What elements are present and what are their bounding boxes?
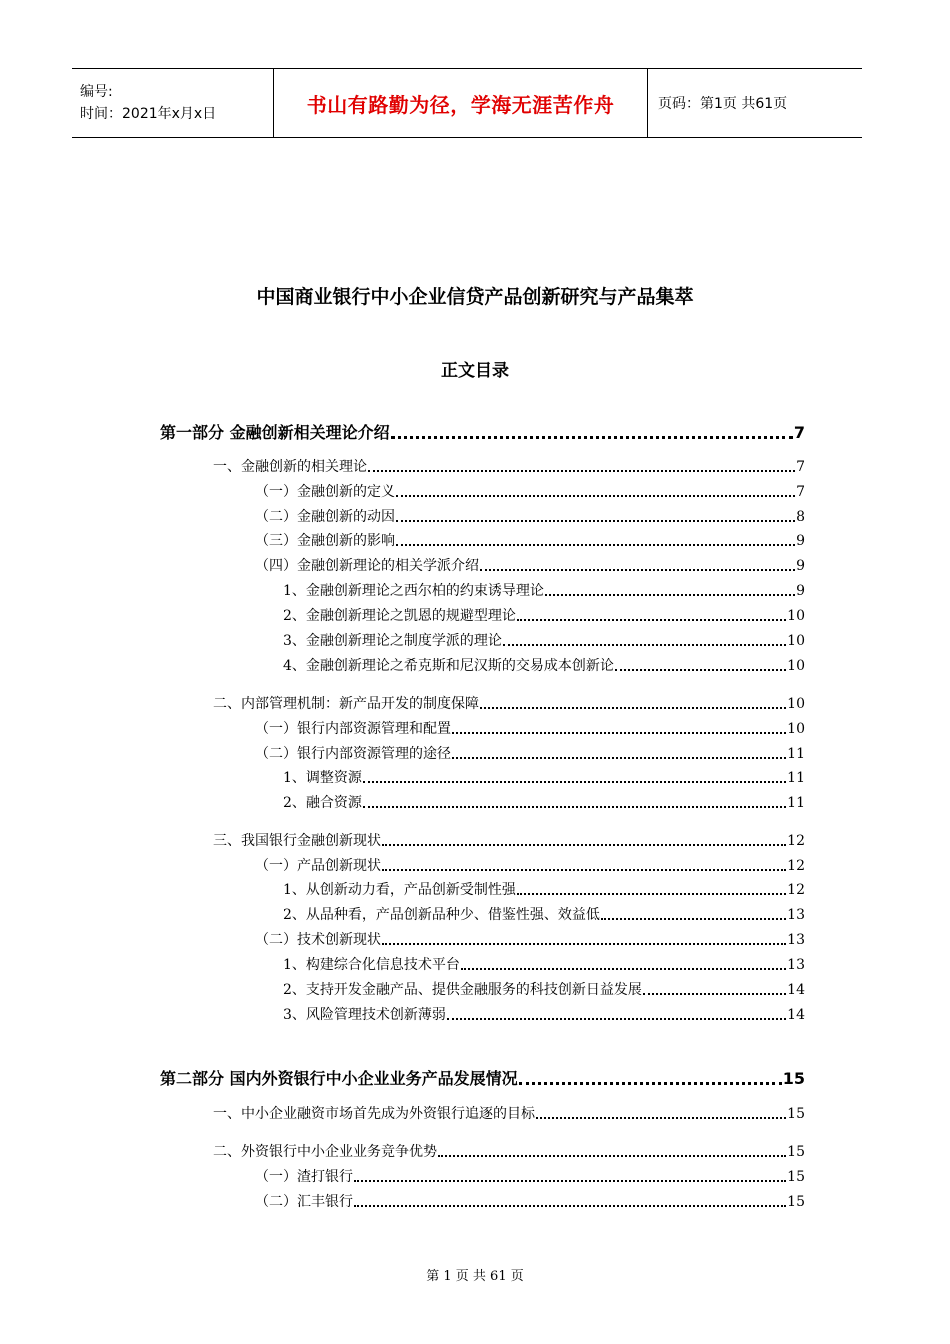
toc-entry-text: （一）银行内部资源管理和配置 — [255, 721, 451, 737]
toc-entry[interactable] — [283, 954, 805, 974]
toc-entry-page: 11 — [787, 770, 805, 786]
toc-entry-text: 二、内部管理机制：新产品开发的制度保障 — [213, 696, 479, 712]
toc-entry-text: 第一部分 金融创新相关理论介绍 — [160, 423, 390, 442]
toc-entry-text: 第二部分 国内外资银行中小企业业务产品发展情况 — [160, 1069, 518, 1088]
toc-entry[interactable] — [283, 580, 805, 600]
page-header — [72, 68, 862, 138]
dot-leader — [545, 594, 795, 596]
toc-entry-page: 13 — [787, 957, 805, 973]
toc-entry-page: 14 — [787, 1007, 805, 1023]
dot-leader — [517, 893, 786, 895]
toc-entry[interactable] — [283, 879, 805, 899]
toc-title: 正文目录 — [441, 361, 509, 381]
toc-entry-page: 10 — [787, 696, 805, 712]
toc-entry[interactable] — [255, 743, 805, 763]
dot-leader — [382, 943, 786, 945]
toc-entry-page: 7 — [796, 459, 805, 475]
header-meta — [72, 69, 273, 137]
toc-entry-text: （二）汇丰银行 — [255, 1194, 353, 1210]
dot-leader — [396, 520, 795, 522]
document-title: 中国商业银行中小企业信贷产品创新研究与产品集萃 — [256, 286, 694, 308]
dot-leader — [643, 993, 786, 995]
toc-entry[interactable] — [255, 506, 805, 526]
toc-entry-text: 1、从创新动力看，产品创新受制性强 — [283, 882, 516, 898]
toc-entry[interactable] — [213, 1103, 805, 1123]
toc-entry[interactable] — [213, 830, 805, 850]
toc-entry-text: 2、金融创新理论之凯恩的规避型理论 — [283, 608, 516, 624]
toc-entry[interactable] — [283, 605, 805, 625]
motto-text: 书山有路勤为径，学海无涯苦作舟 — [306, 92, 615, 117]
toc-entry[interactable] — [283, 979, 805, 999]
dot-leader — [601, 918, 786, 920]
toc-entry-page: 7 — [793, 423, 805, 442]
dot-leader — [536, 1117, 786, 1119]
toc-entry-text: 1、调整资源 — [283, 770, 362, 786]
dot-leader — [519, 1082, 782, 1085]
toc-entry-text: 4、金融创新理论之希克斯和尼汉斯的交易成本创新论 — [283, 658, 614, 674]
toc-entry-text: （四）金融创新理论的相关学派介绍 — [255, 558, 479, 574]
time-label: 时间：2021年x月x日 — [80, 106, 217, 122]
toc-entry-text: （二）技术创新现状 — [255, 932, 381, 948]
toc-entry-text: 1、金融创新理论之西尔柏的约束诱导理论 — [283, 583, 544, 599]
dot-leader — [517, 619, 786, 621]
toc-entry-page: 8 — [796, 509, 805, 525]
toc-entry-page: 9 — [796, 558, 805, 574]
toc-entry-text: 3、金融创新理论之制度学派的理论 — [283, 633, 502, 649]
toc-entry-page: 10 — [787, 633, 805, 649]
dot-leader — [615, 669, 786, 671]
dot-leader — [396, 544, 795, 546]
toc-entry-text: （一）渣打银行 — [255, 1169, 353, 1185]
toc-entry-page: 14 — [787, 982, 805, 998]
number-label: 编号: — [80, 84, 113, 100]
page-footer: 第 1 页 共 61 页 — [426, 1269, 524, 1284]
toc-entry-page: 9 — [796, 583, 805, 599]
toc-entry-page: 13 — [787, 907, 805, 923]
toc-entry-text: 一、中小企业融资市场首先成为外资银行追逐的目标 — [213, 1106, 535, 1122]
toc-entry-page: 11 — [787, 795, 805, 811]
dot-leader — [354, 1205, 786, 1207]
toc-entry-page: 12 — [787, 882, 805, 898]
dot-leader — [503, 644, 786, 646]
toc-entry-text: 二、外资银行中小企业业务竞争优势 — [213, 1144, 437, 1160]
header-page-info — [648, 69, 862, 137]
toc-entry-page: 11 — [787, 746, 805, 762]
toc-entry-page: 15 — [787, 1144, 805, 1160]
toc-entry-page: 15 — [782, 1069, 805, 1088]
toc-entry-text: 2、支持开发金融产品、提供金融服务的科技创新日益发展 — [283, 982, 642, 998]
toc-entry[interactable] — [283, 792, 805, 812]
toc-entry[interactable] — [255, 1166, 805, 1186]
dot-leader — [452, 757, 786, 759]
toc-entry-text: （一）产品创新现状 — [255, 858, 381, 874]
dot-leader — [438, 1155, 786, 1157]
toc-entry-text: （一）金融创新的定义 — [255, 484, 395, 500]
dot-leader — [354, 1180, 786, 1182]
dot-leader — [363, 781, 786, 783]
dot-leader — [480, 707, 786, 709]
toc-entry-text: 一、金融创新的相关理论 — [213, 459, 367, 475]
toc-entry-text: 2、融合资源 — [283, 795, 362, 811]
toc-entry-page: 15 — [787, 1194, 805, 1210]
toc-entry-text: （二）银行内部资源管理的途径 — [255, 746, 451, 762]
toc-entry-page: 10 — [787, 721, 805, 737]
dot-leader — [382, 844, 786, 846]
toc-entry[interactable] — [255, 855, 805, 875]
page-info-text: 页码：第1页 共61页 — [658, 96, 788, 112]
toc-entry[interactable] — [213, 1141, 805, 1161]
toc-entry-page: 10 — [787, 608, 805, 624]
toc-entry[interactable] — [283, 655, 805, 675]
toc-entry-text: 1、构建综合化信息技术平台 — [283, 957, 460, 973]
toc-entry[interactable] — [283, 1004, 805, 1024]
toc-entry-page: 12 — [787, 858, 805, 874]
toc-entry[interactable] — [213, 693, 805, 713]
toc-entry-page: 12 — [787, 833, 805, 849]
toc-entry-page: 7 — [796, 484, 805, 500]
toc-entry[interactable] — [160, 420, 805, 443]
dot-leader — [391, 436, 793, 439]
toc-entry-page: 9 — [796, 533, 805, 549]
toc-entry[interactable] — [255, 718, 805, 738]
toc-entry-text: （三）金融创新的影响 — [255, 533, 395, 549]
toc-entry[interactable] — [213, 456, 805, 476]
toc-entry-text: 三、我国银行金融创新现状 — [213, 833, 381, 849]
dot-leader — [447, 1018, 786, 1020]
toc-entry[interactable] — [255, 929, 805, 949]
dot-leader — [363, 806, 786, 808]
toc-entry[interactable] — [255, 481, 805, 501]
toc-entry[interactable] — [255, 530, 805, 550]
toc-entry-page: 15 — [787, 1106, 805, 1122]
dot-leader — [452, 732, 786, 734]
dot-leader — [382, 869, 786, 871]
toc-entry-page: 10 — [787, 658, 805, 674]
header-motto — [273, 69, 648, 137]
toc-entry-page: 15 — [787, 1169, 805, 1185]
toc-entry[interactable] — [283, 630, 805, 650]
dot-leader — [461, 968, 786, 970]
toc-entry[interactable] — [283, 767, 805, 787]
toc-entry[interactable] — [283, 904, 805, 924]
toc-entry-text: （二）金融创新的动因 — [255, 509, 395, 525]
toc-entry-text: 3、风险管理技术创新薄弱 — [283, 1007, 446, 1023]
toc-entry[interactable] — [255, 1191, 805, 1211]
toc-entry-page: 13 — [787, 932, 805, 948]
toc-entry[interactable] — [255, 555, 805, 575]
dot-leader — [396, 495, 795, 497]
dot-leader — [480, 569, 795, 571]
toc-entry-text: 2、从品种看，产品创新品种少、借鉴性强、效益低 — [283, 907, 600, 923]
toc-entry[interactable] — [160, 1066, 805, 1089]
dot-leader — [368, 470, 795, 472]
